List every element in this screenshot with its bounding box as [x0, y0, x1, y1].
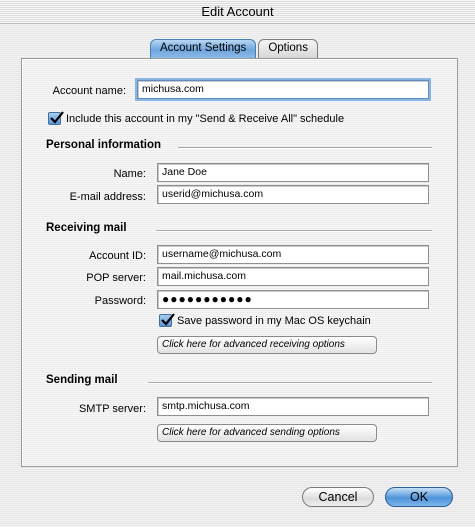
smtp-server-label: SMTP server: [78, 403, 146, 415]
sending-mail-heading: Sending mail [46, 374, 118, 386]
save-password-keychain-label: Save password in my Mac OS keychain [177, 315, 371, 327]
save-password-keychain-checkbox[interactable] [159, 314, 172, 327]
password-field[interactable]: ●●●●●●●●●●● [157, 290, 429, 309]
email-address-field[interactable]: userid@michusa.com [157, 185, 429, 204]
pop-server-label: POP server: [86, 272, 146, 284]
section-divider [148, 382, 432, 384]
ok-button[interactable]: OK [385, 487, 453, 507]
window-title-bar[interactable] [0, 0, 475, 24]
tab-bar [150, 39, 320, 59]
include-send-receive-checkbox[interactable] [48, 112, 61, 125]
receiving-mail-heading: Receiving mail [46, 222, 127, 234]
pop-server-field[interactable]: mail.michusa.com [157, 267, 429, 286]
account-id-label: Account ID: [89, 250, 146, 262]
personal-information-heading: Personal information [46, 139, 162, 151]
checkmark-icon [49, 111, 64, 126]
account-name-field[interactable]: michusa.com [137, 80, 429, 99]
email-address-label: E-mail address: [69, 191, 146, 203]
tab-account-settings[interactable]: Account Settings [150, 39, 256, 58]
smtp-server-field[interactable]: smtp.michusa.com [157, 397, 429, 416]
checkmark-icon [160, 313, 175, 328]
name-field[interactable]: Jane Doe [157, 163, 429, 182]
account-id-field[interactable]: username@michusa.com [157, 245, 429, 264]
window-title: Edit Account [201, 4, 274, 19]
account-name-label: Account name: [52, 85, 126, 97]
advanced-receiving-options-button[interactable]: Click here for advanced receiving options [157, 336, 377, 354]
name-label: Name: [113, 168, 146, 180]
include-send-receive-label: Include this account in my "Send & Receive All" schedule [66, 113, 345, 125]
tab-options[interactable]: Options [258, 39, 318, 58]
account-settings-panel [21, 58, 458, 467]
section-divider [178, 147, 432, 149]
advanced-sending-options-button[interactable]: Click here for advanced sending options [157, 424, 377, 442]
password-label: Password: [94, 295, 146, 307]
section-divider [156, 230, 432, 232]
cancel-button[interactable]: Cancel [302, 487, 374, 507]
